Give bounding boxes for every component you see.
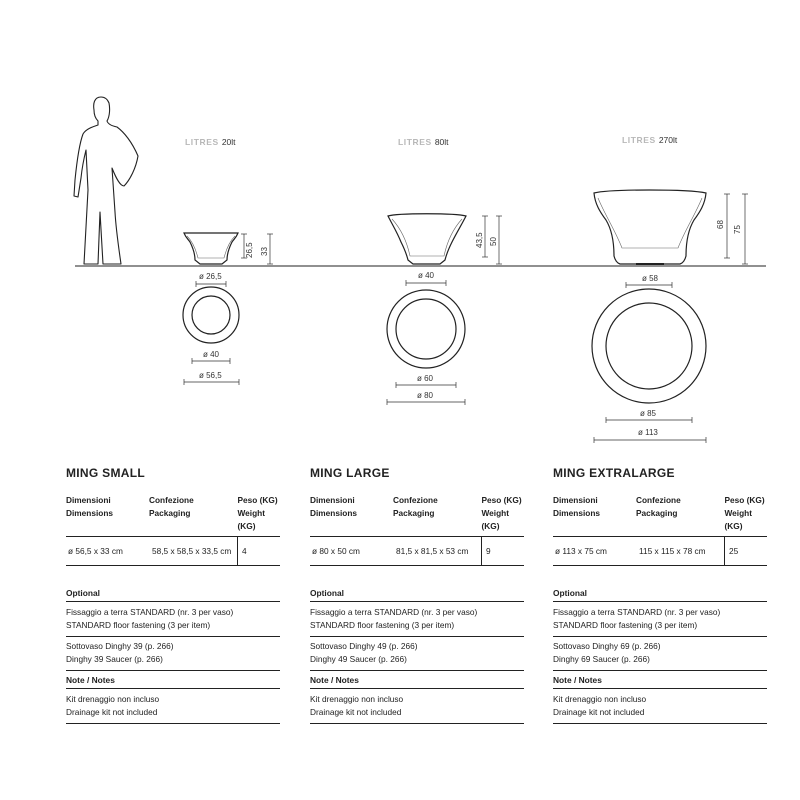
large-litres-label: LITRES 80lt [398, 137, 449, 147]
optional-item: Sottovaso Dinghy 49 (p. 266) Dinghy 49 Saucer (p. 266) [310, 637, 524, 671]
large-pot-top-inner [396, 299, 456, 359]
optional-item: Sottovaso Dinghy 69 (p. 266) Dinghy 69 Saucer (p. 266) [553, 637, 767, 671]
small-base-diameter: ø 26,5 [199, 272, 222, 281]
large-base-diameter: ø 40 [418, 271, 435, 280]
small-pot-top-outer [183, 287, 239, 343]
notes-item: Kit drenaggio non incluso Drainage kit not included [66, 689, 280, 724]
notes-item: Kit drenaggio non incluso Drainage kit not included [310, 689, 524, 724]
dimensions-value: ø 56,5 x 33 cm [66, 537, 149, 566]
optional-item: Fissaggio a terra STANDARD (nr. 3 per vaso) STANDARD floor fastening (3 per item) [553, 602, 767, 637]
small-outer-diameter: ø 56,5 [199, 371, 222, 380]
packaging-value: 58,5 x 58,5 x 33,5 cm [149, 537, 238, 566]
optional-item: Fissaggio a terra STANDARD (nr. 3 per vaso) STANDARD floor fastening (3 per item) [66, 602, 280, 637]
optional-heading: Optional [310, 566, 524, 602]
extralarge-base-diameter: ø 58 [642, 274, 659, 283]
product-title: MING LARGE [310, 466, 390, 480]
small-height-total: 33 [260, 247, 269, 256]
large-pot-side-view [388, 214, 466, 264]
dimensions-value: ø 80 x 50 cm [310, 537, 393, 566]
product-title: MING SMALL [66, 466, 145, 480]
optional-item: Sottovaso Dinghy 39 (p. 266) Dinghy 39 Saucer (p. 266) [66, 637, 280, 671]
weight-value: 25 [725, 537, 768, 566]
small-inner-diameter: ø 40 [203, 350, 220, 359]
optional-heading: Optional [553, 566, 767, 602]
small-litres-label: LITRES 20lt [185, 137, 236, 147]
small-pot-top-inner [192, 296, 230, 334]
extralarge-pot-side-view [594, 190, 706, 264]
optional-heading: Optional [66, 566, 280, 602]
extralarge-inner-diameter: ø 85 [640, 409, 657, 418]
weight-value: 4 [238, 537, 281, 566]
extralarge-height-inner: 68 [716, 220, 725, 229]
product-title: MING EXTRALARGE [553, 466, 675, 480]
spec-column-extralarge [553, 466, 767, 724]
extralarge-pot-inner-line [598, 198, 702, 248]
large-height-total: 50 [489, 237, 498, 246]
large-pot-inner-line [392, 219, 462, 256]
dimensions-value: ø 113 x 75 cm [553, 537, 636, 566]
extralarge-height-total: 75 [733, 225, 742, 234]
small-pot-side-view [184, 233, 238, 264]
extralarge-litres-label: LITRES 270lt [622, 135, 678, 145]
weight-value: 9 [482, 537, 525, 566]
small-height-inner: 26,5 [245, 242, 254, 258]
spec-column-large [310, 466, 524, 724]
notes-item: Kit drenaggio non incluso Drainage kit not included [553, 689, 767, 724]
human-scale-figure [74, 97, 138, 264]
notes-heading: Note / Notes [310, 671, 524, 689]
spec-table: Dimensioni Dimensions Confezione Packaging Peso (KG) Weight (KG) ø 80 x 50 cm 81,5 x 81,5 x 53 cm 9 [310, 494, 524, 566]
spec-table: Dimensioni Dimensions Confezione Packaging Peso (KG) Weight (KG) ø 113 x 75 cm 115 x 115 x 78 cm 25 [553, 494, 767, 566]
optional-item: Fissaggio a terra STANDARD (nr. 3 per vaso) STANDARD floor fastening (3 per item) [310, 602, 524, 637]
extralarge-pot-top-inner [606, 303, 692, 389]
packaging-value: 115 x 115 x 78 cm [636, 537, 725, 566]
extralarge-outer-diameter: ø 113 [638, 428, 658, 437]
packaging-value: 81,5 x 81,5 x 53 cm [393, 537, 482, 566]
large-height-inner: 43,5 [475, 232, 484, 248]
spec-table: Dimensioni Dimensions Confezione Packaging Peso (KG) Weight (KG) ø 56,5 x 33 cm 58,5 x 58,5 x 33,5 cm 4 [66, 494, 280, 566]
large-outer-diameter: ø 80 [417, 391, 434, 400]
large-pot-top-outer [387, 290, 465, 368]
notes-heading: Note / Notes [66, 671, 280, 689]
notes-heading: Note / Notes [553, 671, 767, 689]
large-inner-diameter: ø 60 [417, 374, 434, 383]
extralarge-pot-top-outer [592, 289, 706, 403]
spec-column-small [66, 466, 280, 724]
